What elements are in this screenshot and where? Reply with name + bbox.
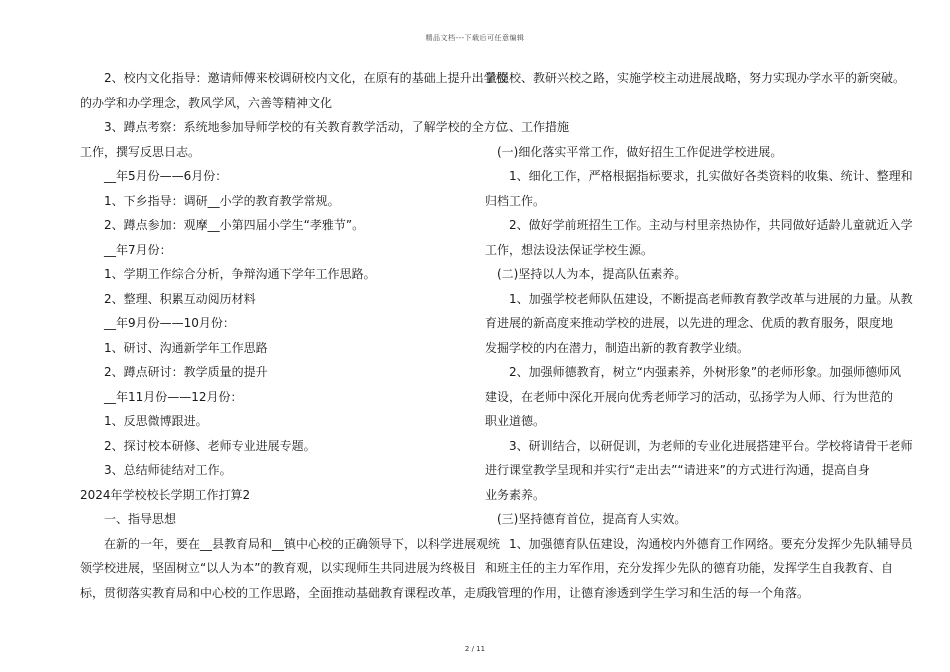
paragraph-line: 2、蹲点参加：观摩__小第四届小学生“孝雅节”。 — [104, 218, 365, 232]
paragraph-line: 2、做好学前班招生工作。主动与村里亲热协作，共同做好适龄儿童就近入学 — [509, 218, 913, 232]
paragraph-line: 2、加强师德教育，树立“内强素养，外树形象”的老师形象。加强师德师风 — [509, 365, 902, 379]
page-number: 2 / 11 — [464, 645, 486, 653]
paragraph-line: 1、反思微博跟进。 — [104, 414, 208, 428]
paragraph-line: 发掘学校的内在潜力，制造出新的教育教学业绩。 — [485, 340, 750, 355]
paragraph-line: 标，贯彻落实教育局和中心校的工作思路，全面推动基础教育课程改革，走质 — [80, 585, 489, 600]
paragraph-line: 工作，想法设法保证学校生源。 — [485, 242, 654, 257]
paragraph-line: 1、下乡指导：调研__小学的教育教学常规。 — [104, 193, 340, 208]
paragraph-line: 我管理的作用，让德育渗透到学生学习和生活的每一个角落。 — [485, 585, 810, 600]
paragraph-line: 进行课堂教学呈现和并实行“走出去”“请进来”的方式进行沟通，提高自身 — [485, 463, 870, 477]
paragraph-line: 一、指导思想 — [104, 512, 177, 526]
paragraph-line: 1、加强德育队伍建设，沟通校内外德育工作网络。要充分发挥少先队辅导员 — [509, 536, 913, 551]
paragraph-line: __年9月份——10月份： — [104, 316, 235, 330]
paragraph-line: __年5月份——6月份： — [104, 169, 228, 183]
paragraph-line: 3、蹲点考察：系统地参加导师学校的有关教育教学活动，了解学校的全方位 — [104, 120, 508, 134]
paragraph-line: (二)坚持以人为本，提高队伍素养。 — [497, 267, 687, 281]
paragraph-line: 2024年学校校长学期工作打算2 — [80, 487, 251, 502]
paragraph-line: 2、整理、积累互动阅历材料 — [104, 291, 256, 306]
paragraph-line: 2、校内文化指导：邀请师傅来校调研校内文化，在原有的基础上提升出学校 — [104, 71, 508, 85]
paragraph-line: 建设，在老师中深化开展向优秀老师学习的活动，弘扬学为人师、行为世范的 — [485, 389, 894, 404]
paragraph-line: __年11月份——12月份： — [104, 389, 243, 404]
paragraph-line: 1、学期工作综合分析，争辩沟通下学年工作思路。 — [104, 267, 376, 281]
paragraph-line: 1、研讨、沟通新学年工作思路 — [104, 340, 268, 355]
paragraph-line: 1、细化工作，严格根据指标要求，扎实做好各类资料的收集、统计、整理和 — [509, 169, 913, 183]
paragraph-line: 3、研训结合，以研促训，为老师的专业化进展搭建平台。学校将请骨干老师 — [509, 438, 913, 453]
paragraph-line: 工作，撰写反思日志。 — [80, 144, 201, 159]
paragraph-line: 和班主任的主力军作用，充分发挥少先队的德育功能，发挥学生自我教育、自 — [485, 561, 894, 575]
paragraph-line: 育进展的新高度来推动学校的进展，以先进的理念、优质的教育服务，限度地 — [485, 316, 894, 330]
paragraph-line: 2、探讨校本研修、老师专业进展专题。 — [104, 438, 316, 453]
paragraph-line: 量强校、教研兴校之路，实施学校主动进展战略，努力实现办学水平的新突破。 — [485, 71, 906, 85]
paragraph-line: 职业道德。 — [485, 414, 546, 428]
paragraph-line: 领学校进展，坚固树立“以人为本”的教育观，以实现师生共同进展为终极目 — [80, 561, 477, 575]
paragraph-line: 3、总结师徒结对工作。 — [104, 463, 232, 477]
paragraph-line: __年7月份： — [104, 242, 172, 257]
left-column — [80, 66, 508, 605]
paragraph-line: (三)坚持德育首位，提高育人实效。 — [497, 512, 687, 526]
paragraph-line: 1、加强学校老师队伍建设，不断提高老师教育教学改革与进展的力量。从教 — [509, 291, 913, 306]
paragraph-line: 2、蹲点研讨：教学质量的提升 — [104, 365, 268, 379]
right-column — [485, 66, 913, 605]
paragraph-line: 业务素养。 — [485, 487, 546, 502]
paragraph-line: 二、工作措施 — [497, 120, 570, 134]
paragraph-line: 归档工作。 — [485, 193, 546, 208]
paragraph-line: (一)细化落实平常工作，做好招生工作促进学校进展。 — [497, 144, 783, 159]
paragraph-line: 的办学和办学理念，教风学风，六善等精神文化 — [80, 95, 333, 110]
paragraph-line: 在新的一年，要在__县教育局和__镇中心校的正确领导下，以科学进展观统 — [104, 536, 501, 551]
page-header: 精品文档---下载后可任意编辑 — [425, 34, 525, 42]
blank-line — [485, 91, 877, 116]
